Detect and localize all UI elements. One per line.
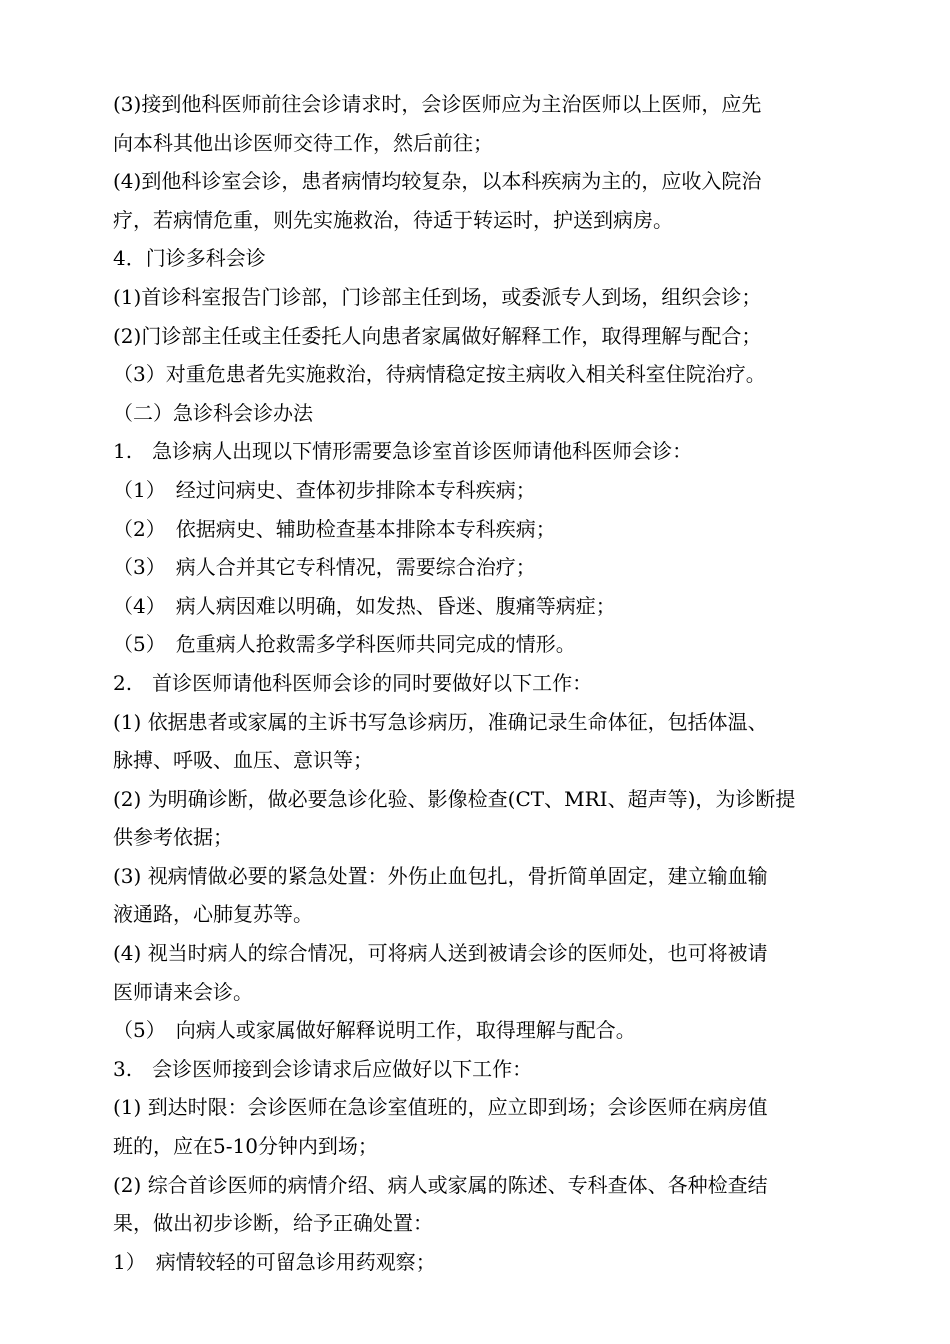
- text-line: 疗，若病情危重，则先实施救治，待适于转运时，护送到病房。: [113, 207, 673, 232]
- text-line: (2) 综合首诊医师的病情介绍、病人或家属的陈述、专科查体、各种检查结: [113, 1172, 768, 1197]
- text-line: 3. 会诊医师接到会诊请求后应做好以下工作：: [113, 1056, 533, 1081]
- text-line: 2. 首诊医师请他科医师会诊的同时要做好以下工作：: [113, 670, 593, 695]
- text-line: 班的，应在5-10分钟内到场；: [113, 1134, 378, 1159]
- text-line: 脉搏、呼吸、血压、意识等；: [113, 748, 373, 773]
- text-line: （1） 经过问病史、查体初步排除本专科疾病；: [113, 477, 536, 502]
- text-line: (1)首诊科室报告门诊部，门诊部主任到场，或委派专人到场，组织会诊；: [113, 284, 762, 309]
- text-line: (4) 视当时病人的综合情况，可将病人送到被请会诊的医师处，也可将被请: [113, 941, 768, 966]
- text-line: （2） 依据病史、辅助检查基本排除本专科疾病；: [113, 516, 556, 541]
- text-line: 液通路，心肺复苏等。: [113, 902, 313, 927]
- text-line: (2) 为明确诊断，做必要急诊化验、影像检查(CT、MRI、超声等)，为诊断提: [113, 786, 796, 811]
- text-line: （3）对重危患者先实施救治，待病情稳定按主病收入相关科室住院治疗。: [113, 362, 766, 387]
- text-line: (1) 到达时限：会诊医师在急诊室值班的，应立即到场；会诊医师在病房值: [113, 1095, 768, 1120]
- document-page: [113, 85, 843, 1281]
- text-line: (3) 视病情做必要的紧急处置：外伤止血包扎，骨折简单固定，建立输血输: [113, 863, 768, 888]
- text-line: （5） 向病人或家属做好解释说明工作，取得理解与配合。: [113, 1018, 636, 1043]
- text-line: 供参考依据；: [113, 825, 233, 850]
- text-line: (1) 依据患者或家属的主诉书写急诊病历，准确记录生命体征，包括体温、: [113, 709, 768, 734]
- text-line: 1） 病情较轻的可留急诊用药观察；: [113, 1249, 436, 1274]
- text-line: （5） 危重病人抢救需多学科医师共同完成的情形。: [113, 632, 576, 657]
- text-line: （4） 病人病因难以明确，如发热、昏迷、腹痛等病症；: [113, 593, 616, 618]
- text-line: 向本科其他出诊医师交待工作，然后前往；: [113, 130, 493, 155]
- text-line: 医师请来会诊。: [113, 979, 253, 1004]
- text-line: (2)门诊部主任或主任委托人向患者家属做好解释工作，取得理解与配合；: [113, 323, 762, 348]
- text-line: （3） 病人合并其它专科情况，需要综合治疗；: [113, 555, 536, 580]
- section-heading: （二）急诊科会诊办法: [113, 400, 313, 425]
- text-line: 果，做出初步诊断，给予正确处置：: [113, 1211, 433, 1236]
- section-heading: 4．门诊多科会诊: [113, 246, 266, 271]
- text-line: 1. 急诊病人出现以下情形需要急诊室首诊医师请他科医师会诊：: [113, 439, 693, 464]
- text-line: (4)到他科诊室会诊，患者病情均较复杂，以本科疾病为主的，应收入院治: [113, 169, 762, 194]
- text-line: (3)接到他科医师前往会诊请求时，会诊医师应为主治医师以上医师，应先: [113, 92, 762, 116]
